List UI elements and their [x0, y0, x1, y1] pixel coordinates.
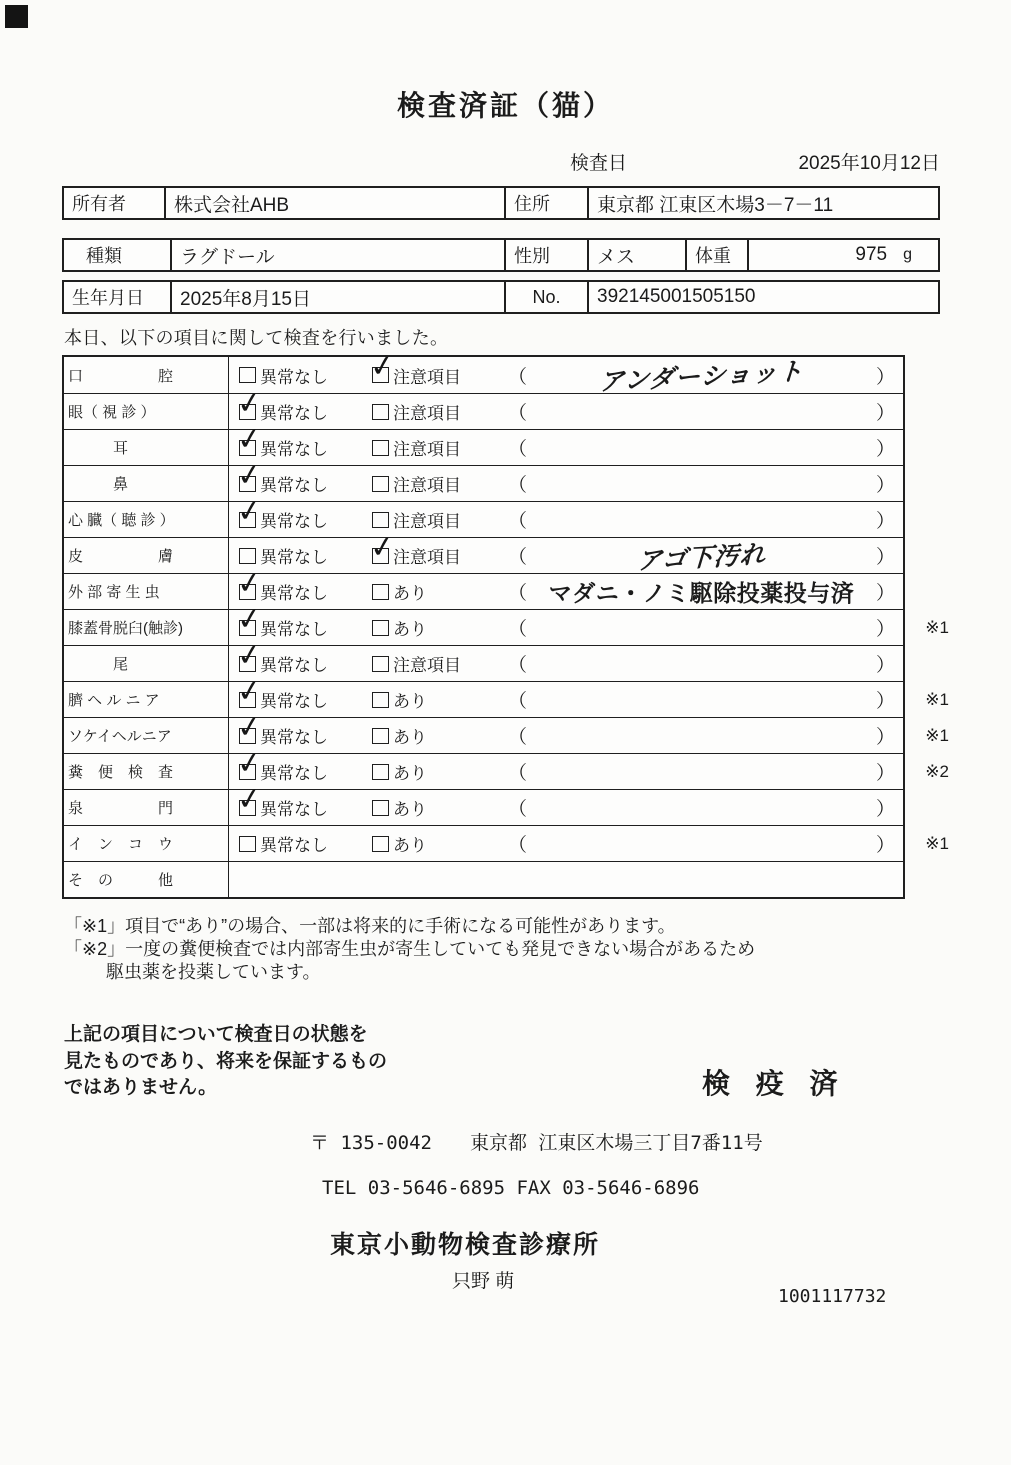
footnote-ref: ※1 [925, 689, 949, 709]
paren-close: ） [875, 547, 895, 568]
checkbox-icon [372, 656, 389, 672]
option-normal [234, 708, 372, 748]
empty-cell [229, 862, 903, 897]
checklist-row-patella [64, 600, 949, 645]
option-label: あり [393, 764, 427, 783]
option-label: 異常なし [260, 656, 328, 675]
no-label: No. [504, 282, 587, 312]
option-attention [372, 651, 508, 676]
comment-text: マダニ・ノミ駆除投薬投与済 [548, 580, 855, 606]
checkbox-icon [239, 367, 256, 383]
comment-area [508, 614, 895, 641]
comment-area [508, 686, 895, 713]
paren-close: ） [875, 727, 895, 748]
option-present [372, 687, 508, 712]
comment-area [508, 434, 895, 461]
option-present [372, 795, 508, 820]
paren-open: （ [508, 547, 528, 568]
weight-cell [747, 240, 938, 270]
item-label: 口 腔 [64, 357, 229, 393]
option-label: あり [393, 692, 427, 711]
check-mark: ✓ [234, 780, 265, 818]
check-mark: ✓ [234, 672, 265, 710]
paren-open: （ [508, 511, 528, 532]
checkbox-icon [234, 672, 265, 710]
comment-area [508, 794, 895, 821]
check-mark: ✓ [234, 384, 265, 422]
checkbox-icon [372, 584, 389, 600]
paren-close: ） [875, 763, 895, 784]
check-mark: ✓ [234, 744, 265, 782]
pet-info-table [62, 238, 940, 272]
paren-open: （ [508, 619, 528, 640]
checklist-row-eyes [64, 384, 903, 429]
exam-date-line [62, 148, 940, 172]
checklist-row-skin [64, 528, 903, 575]
option-present [372, 723, 508, 748]
option-normal [239, 543, 372, 568]
paren-close: ） [875, 366, 895, 388]
paren-close: ） [875, 439, 895, 460]
checklist-row-inguinal-hernia [64, 708, 949, 753]
breed-label: 種類 [86, 246, 122, 266]
checkbox-icon [372, 620, 389, 636]
checkbox-icon [372, 440, 389, 456]
option-label: あり [393, 800, 427, 819]
item-label: 眼（ 視 診 ） [64, 394, 229, 429]
option-label: 注意項目 [393, 512, 461, 531]
clinic-name: 東京小動物検査診療所 [330, 1231, 601, 1259]
footnote-ref: ※1 [925, 833, 949, 853]
checkbox-icon [234, 384, 265, 422]
option-label: 異常なし [260, 836, 328, 855]
checkbox-icon [372, 728, 389, 744]
veterinarian-name: 只野 萌 [452, 1271, 515, 1292]
check-mark: ✓ [234, 600, 265, 638]
paren-open: （ [508, 403, 528, 424]
checklist-row-umbilical-hernia [64, 672, 949, 717]
paren-open: （ [508, 655, 528, 676]
paren-close: ） [875, 583, 895, 604]
check-mark: ✓ [367, 528, 398, 566]
check-mark: ✓ [234, 456, 265, 494]
option-normal [234, 600, 372, 640]
weight-label: 体重 [685, 240, 747, 270]
footnotes-block [64, 915, 1011, 984]
clinic-tel-fax: TEL 03-5646-6895 FAX 03-5646-6896 [322, 1177, 700, 1199]
serial-number: 1001117732 [778, 1286, 887, 1307]
option-label: あり [393, 584, 427, 603]
scan-artifact-corner [5, 5, 28, 28]
comment-area [508, 758, 895, 785]
checkbox-icon [372, 800, 389, 816]
paren-close: ） [875, 655, 895, 676]
comment-area [508, 506, 895, 533]
checklist-row-tail [64, 636, 903, 681]
footnote-2-cont: 駆虫薬を投薬しています。 [106, 962, 321, 982]
item-label: 尾 [64, 646, 229, 681]
option-attention [367, 348, 508, 388]
owner-value: 株式会社AHB [164, 188, 504, 218]
paren-close: ） [875, 511, 895, 532]
item-label: イ ン コ ウ [64, 826, 229, 861]
address-value: 東京都 江東区木場3－7－11 [587, 188, 938, 218]
item-label: 外 部 寄 生 虫 [64, 574, 229, 609]
item-label: そ の 他 [64, 862, 229, 897]
footnote-ref: ※1 [925, 725, 949, 745]
item-label: 糞 便 検 査 [64, 754, 229, 789]
option-label: あり [393, 728, 427, 747]
checkbox-icon [234, 708, 265, 746]
checklist-row-heart [64, 492, 903, 537]
checklist-table [62, 348, 949, 899]
owner-table [62, 186, 940, 220]
paren-close: ） [875, 691, 895, 712]
intro-text: 本日、以下の項目に関して検査を行いました。 [64, 328, 449, 348]
checklist-row-inkou [64, 825, 949, 861]
paren-close: ） [875, 835, 895, 856]
footnote-ref: ※1 [925, 617, 949, 637]
checklist-row-nose [64, 456, 903, 501]
checkbox-icon [372, 404, 389, 420]
comment-area [508, 470, 895, 497]
check-mark: ✓ [234, 708, 265, 746]
checkbox-icon [372, 476, 389, 492]
disclaimer-section [64, 1022, 1011, 1102]
checklist-row-fecal-exam [64, 744, 949, 789]
checkbox-icon [234, 456, 265, 494]
checkbox-icon [234, 780, 265, 818]
sex-value: メス [587, 240, 685, 270]
paren-close: ） [875, 799, 895, 820]
disclaimer-text: 上記の項目について検査日の状態を 見たものであり、将来を保証するもの ではありません。 [64, 1024, 388, 1098]
item-label: 耳 [64, 430, 229, 465]
checklist-row-oral [64, 348, 903, 397]
footnote-2: 「※2」一度の糞便検査では内部寄生虫が寄生していても発見できない場合があるため [64, 939, 756, 959]
paren-close: ） [875, 475, 895, 496]
option-normal [234, 456, 372, 496]
checkbox-icon [239, 836, 256, 852]
option-label: 異常なし [260, 692, 328, 711]
paren-close: ） [875, 403, 895, 424]
comment-area [508, 650, 895, 677]
checkbox-icon [234, 744, 265, 782]
option-normal [234, 420, 372, 460]
checkbox-icon [234, 420, 265, 458]
option-attention [372, 435, 508, 460]
item-label: 鼻 [64, 466, 229, 501]
birthdate-value: 2025年8月15日 [170, 282, 504, 312]
item-label: 膝蓋骨脱臼(触診) [64, 610, 229, 645]
checkbox-icon [234, 564, 265, 602]
option-attention [367, 528, 508, 568]
checkbox-icon [372, 512, 389, 528]
footnote-ref: ※2 [925, 761, 949, 781]
sex-label: 性別 [504, 240, 587, 270]
checkbox-icon [234, 492, 265, 530]
item-label: 皮 膚 [64, 538, 229, 573]
option-label: 異常なし [260, 367, 328, 387]
option-label: 異常なし [260, 476, 328, 495]
clinic-postal-address: 〒 135-0042 東京都 江東区木場三丁目7番11号 [310, 1132, 763, 1154]
birthdate-label: 生年月日 [72, 288, 144, 308]
comment-area [508, 357, 895, 397]
option-label: 異常なし [260, 728, 328, 747]
option-normal [239, 363, 372, 388]
paren-open: （ [508, 727, 528, 748]
exam-date-label: 検査日 [570, 153, 628, 174]
paren-open: （ [508, 799, 528, 820]
paren-open: （ [508, 835, 528, 856]
paren-open: （ [508, 691, 528, 712]
weight-unit: g [903, 246, 912, 263]
option-normal [234, 492, 372, 532]
check-mark: ✓ [234, 492, 265, 530]
item-label: 心 臓（ 聴 診 ） [64, 502, 229, 537]
document-title: 検査済証（猫） [396, 90, 614, 121]
address-label: 住所 [504, 188, 587, 218]
checkbox-icon [367, 348, 398, 385]
checkbox-icon [372, 692, 389, 708]
checkbox-icon [239, 548, 256, 564]
check-mark: ✓ [234, 564, 265, 602]
checkbox-icon [234, 636, 265, 674]
paren-open: （ [508, 583, 528, 604]
birth-no-table [62, 280, 940, 314]
option-label: 注意項目 [393, 440, 461, 459]
option-normal [234, 780, 372, 820]
option-normal [239, 831, 372, 856]
checkbox-icon [234, 600, 265, 638]
option-present [372, 579, 508, 604]
option-label: 異常なし [260, 584, 328, 603]
weight-value: 975 [855, 244, 888, 265]
paren-open: （ [508, 366, 528, 388]
checklist-row-parasites [64, 564, 903, 609]
option-present [372, 615, 508, 640]
checklist-row-fontanelle [64, 780, 903, 825]
owner-label: 所有者 [72, 194, 126, 214]
option-label: 異常なし [260, 800, 328, 819]
option-label: 注意項目 [393, 548, 461, 567]
comment-area [508, 538, 895, 574]
item-label: ソケイヘルニア [64, 718, 229, 753]
option-label: 注意項目 [393, 367, 461, 387]
paren-close: ） [875, 619, 895, 640]
option-normal [234, 744, 372, 784]
checkbox-icon [367, 528, 398, 566]
no-value: 392145001505150 [587, 282, 938, 312]
item-label: 泉 門 [64, 790, 229, 825]
comment-area [508, 575, 895, 608]
comment-area [508, 398, 895, 425]
option-attention [372, 507, 508, 532]
check-mark: ✓ [234, 420, 265, 458]
option-label: 注意項目 [393, 404, 461, 423]
option-normal [234, 564, 372, 604]
comment-text: アゴ下汚れ [636, 540, 767, 575]
option-label: 注意項目 [393, 656, 461, 675]
paren-open: （ [508, 475, 528, 496]
check-mark: ✓ [367, 348, 398, 385]
option-attention [372, 399, 508, 424]
checklist-row-ears [64, 420, 903, 465]
comment-area [508, 722, 895, 749]
checkbox-icon [372, 836, 389, 852]
option-label: あり [393, 620, 427, 639]
option-label: 異常なし [260, 440, 328, 459]
checklist-row-other [64, 861, 903, 897]
checkbox-icon [372, 764, 389, 780]
option-normal [234, 384, 372, 424]
quarantine-stamp-text: 検 疫 済 [702, 1068, 847, 1099]
option-label: 異常なし [260, 764, 328, 783]
option-label: 異常なし [260, 548, 328, 567]
item-label: 臍 ヘ ル ニ ア [64, 682, 229, 717]
option-label: 異常なし [260, 404, 328, 423]
exam-date-value: 2025年10月12日 [798, 153, 940, 174]
comment-text: アンダーショット [598, 357, 805, 397]
option-normal [234, 672, 372, 712]
footnote-1: 「※1」項目で“あり”の場合、一部は将来的に手術になる可能性があります。 [64, 916, 676, 936]
comment-area [508, 830, 895, 857]
option-attention [372, 471, 508, 496]
option-normal [234, 636, 372, 676]
option-label: 注意項目 [393, 476, 461, 495]
option-label: 異常なし [260, 512, 328, 531]
option-label: あり [393, 836, 427, 855]
option-present [372, 759, 508, 784]
option-present [372, 831, 508, 856]
option-label: 異常なし [260, 620, 328, 639]
breed-value: ラグドール [170, 240, 504, 270]
paren-open: （ [508, 439, 528, 460]
check-mark: ✓ [234, 636, 265, 674]
paren-open: （ [508, 763, 528, 784]
